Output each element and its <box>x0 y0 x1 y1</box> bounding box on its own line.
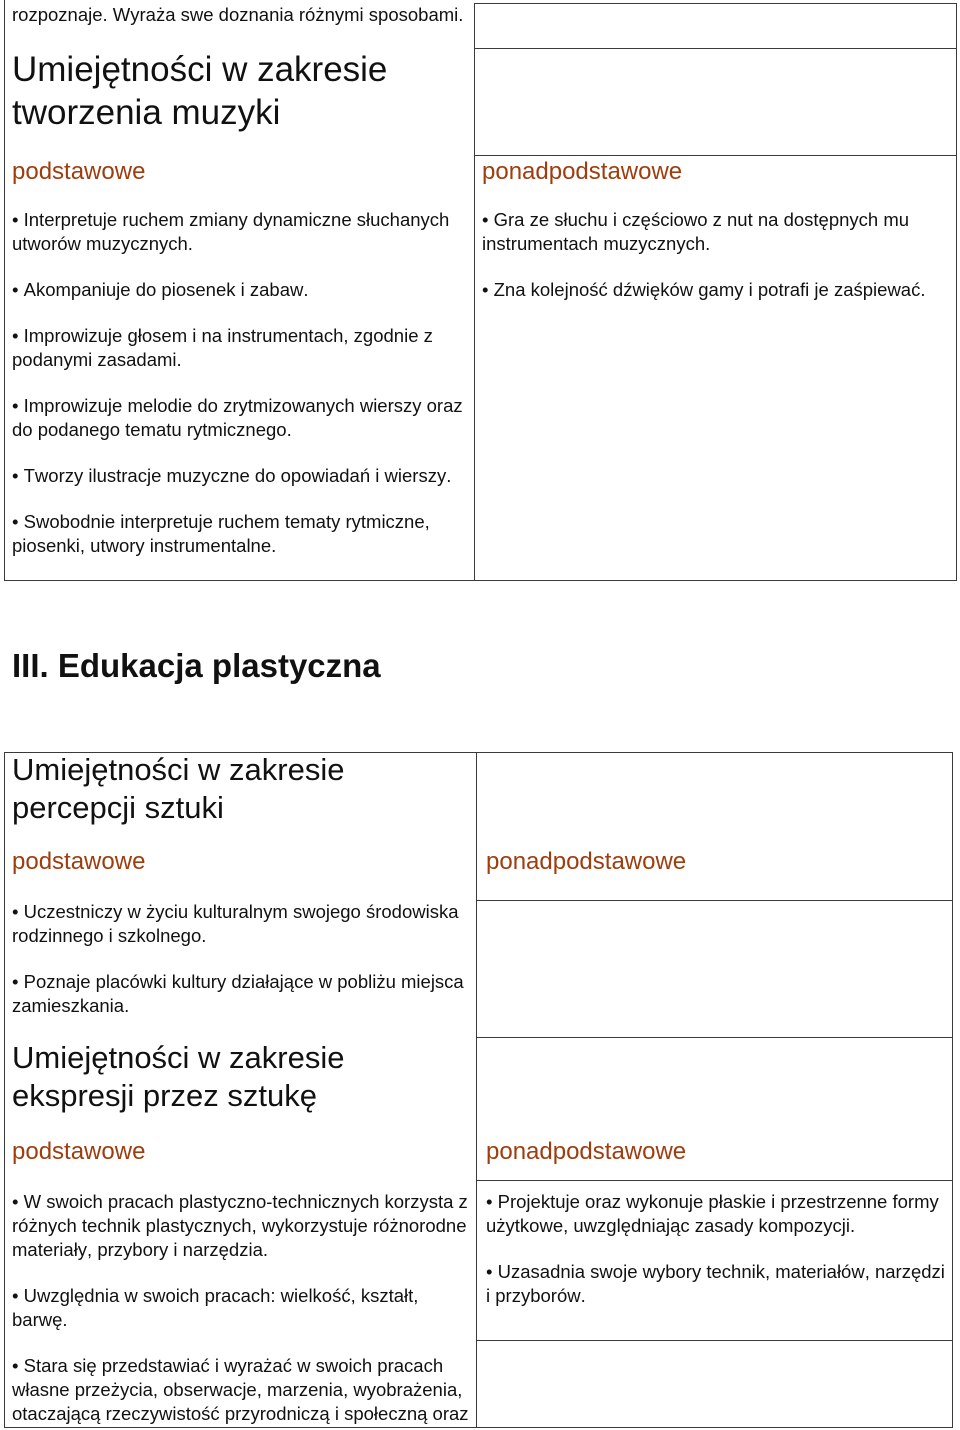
list-item <box>12 464 474 488</box>
art-table-row-divider <box>476 1340 953 1341</box>
music-creation-heading: Umiejętności w zakresie tworzenia muzyki <box>12 50 388 132</box>
music-basic-list <box>12 208 474 558</box>
list-item-text: W swoich pracach plastyczno-technicznych korzysta z różnych technik plastycznych, wykorzystuje różnorodne materiały, przybory i narzędzia. <box>12 1191 468 1260</box>
list-item <box>12 900 474 948</box>
bullet-icon <box>12 901 24 922</box>
list-item-text: Projektuje oraz wykonuje płaskie i przestrzenne formy użytkowe, uwzględniając zasady kompozycji. <box>486 1191 939 1236</box>
list-item <box>12 1354 474 1426</box>
list-item-text: Uwzględnia w swoich pracach: wielkość, kształt, barwę. <box>12 1285 419 1330</box>
list-item-text: Uzasadnia swoje wybory technik, materiałów, narzędzi i przyborów. <box>486 1261 945 1306</box>
list-item <box>12 970 474 1018</box>
bullet-icon <box>12 1285 24 1306</box>
section-title: III. Edukacja plastyczna <box>12 647 381 684</box>
list-item <box>482 208 948 256</box>
bullet-icon <box>12 971 24 992</box>
list-item-text: Stara się przedstawiać i wyrażać w swoich pracach własne przeżycia, obserwacje, marzenia, wyobrażenia, otaczającą rzeczywistość przyrodniczą i społeczną oraz <box>12 1355 469 1424</box>
perception-basic-list <box>12 900 474 1018</box>
list-item-text: Improwizuje głosem i na instrumentach, zgodnie z podanymi zasadami. <box>12 325 433 370</box>
perception-advanced-label: ponadpodstawowe <box>486 848 687 875</box>
bullet-icon <box>486 1191 498 1212</box>
list-item <box>12 394 474 442</box>
art-table-row-divider <box>476 900 953 901</box>
list-item <box>12 510 474 558</box>
art-table-row-divider <box>476 1037 953 1038</box>
music-table-row-divider <box>474 155 957 156</box>
expression-advanced-list <box>486 1190 949 1308</box>
list-item <box>12 208 474 256</box>
bullet-icon <box>12 511 24 532</box>
art-perception-heading: Umiejętności w zakresie percepcji sztuki <box>12 752 345 825</box>
list-item <box>12 324 474 372</box>
list-item <box>12 1190 474 1262</box>
bullet-icon <box>486 1261 498 1282</box>
list-item-text: Poznaje placówki kultury działające w pobliżu miejsca zamieszkania. <box>12 971 464 1016</box>
bullet-icon <box>12 395 24 416</box>
art-table-row-divider <box>476 1180 953 1181</box>
perception-basic-label: podstawowe <box>12 848 146 875</box>
list-item-text: Improwizuje melodie do zrytmizowanych wierszy oraz do podanego tematu rytmicznego. <box>12 395 463 440</box>
music-table-row-divider <box>474 48 957 49</box>
bullet-icon <box>12 209 24 230</box>
list-item-text: Uczestniczy w życiu kulturalnym swojego środowiska rodzinnego i szkolnego. <box>12 901 459 946</box>
bullet-icon <box>12 465 24 486</box>
art-expression-heading: Umiejętności w zakresie ekspresji przez sztukę <box>12 1040 345 1113</box>
bullet-icon <box>12 1191 24 1212</box>
bullet-icon <box>12 1355 24 1376</box>
music-basic-label: podstawowe <box>12 158 146 185</box>
list-item-text: Zna kolejność dźwięków gamy i potrafi je zaśpiewać. <box>493 279 926 300</box>
list-item-text: Akompaniuje do piosenek i zabaw. <box>23 279 309 300</box>
music-advanced-list <box>482 208 948 302</box>
list-item <box>12 278 474 302</box>
list-item <box>12 1284 474 1332</box>
bullet-icon <box>12 325 24 346</box>
list-item-text: Tworzy ilustracje muzyczne do opowiadań i wierszy. <box>23 465 452 486</box>
continuation-text: rozpoznaje. Wyraża swe doznania różnymi sposobami. <box>12 4 464 25</box>
list-item-text: Interpretuje ruchem zmiany dynamiczne słuchanych utworów muzycznych. <box>12 209 450 254</box>
music-advanced-label: ponadpodstawowe <box>482 158 683 185</box>
list-item <box>486 1260 949 1308</box>
list-item-text: Swobodnie interpretuje ruchem tematy rytmiczne, piosenki, utwory instrumentalne. <box>12 511 430 556</box>
expression-advanced-label: ponadpodstawowe <box>486 1138 687 1165</box>
expression-basic-list <box>12 1190 474 1426</box>
list-item <box>482 278 948 302</box>
bullet-icon <box>482 279 494 300</box>
expression-basic-label: podstawowe <box>12 1138 146 1165</box>
bullet-icon <box>12 279 24 300</box>
list-item <box>486 1190 949 1238</box>
list-item-text: Gra ze słuchu i częściowo z nut na dostępnych mu instrumentach muzycznych. <box>482 209 910 254</box>
bullet-icon <box>482 209 494 230</box>
